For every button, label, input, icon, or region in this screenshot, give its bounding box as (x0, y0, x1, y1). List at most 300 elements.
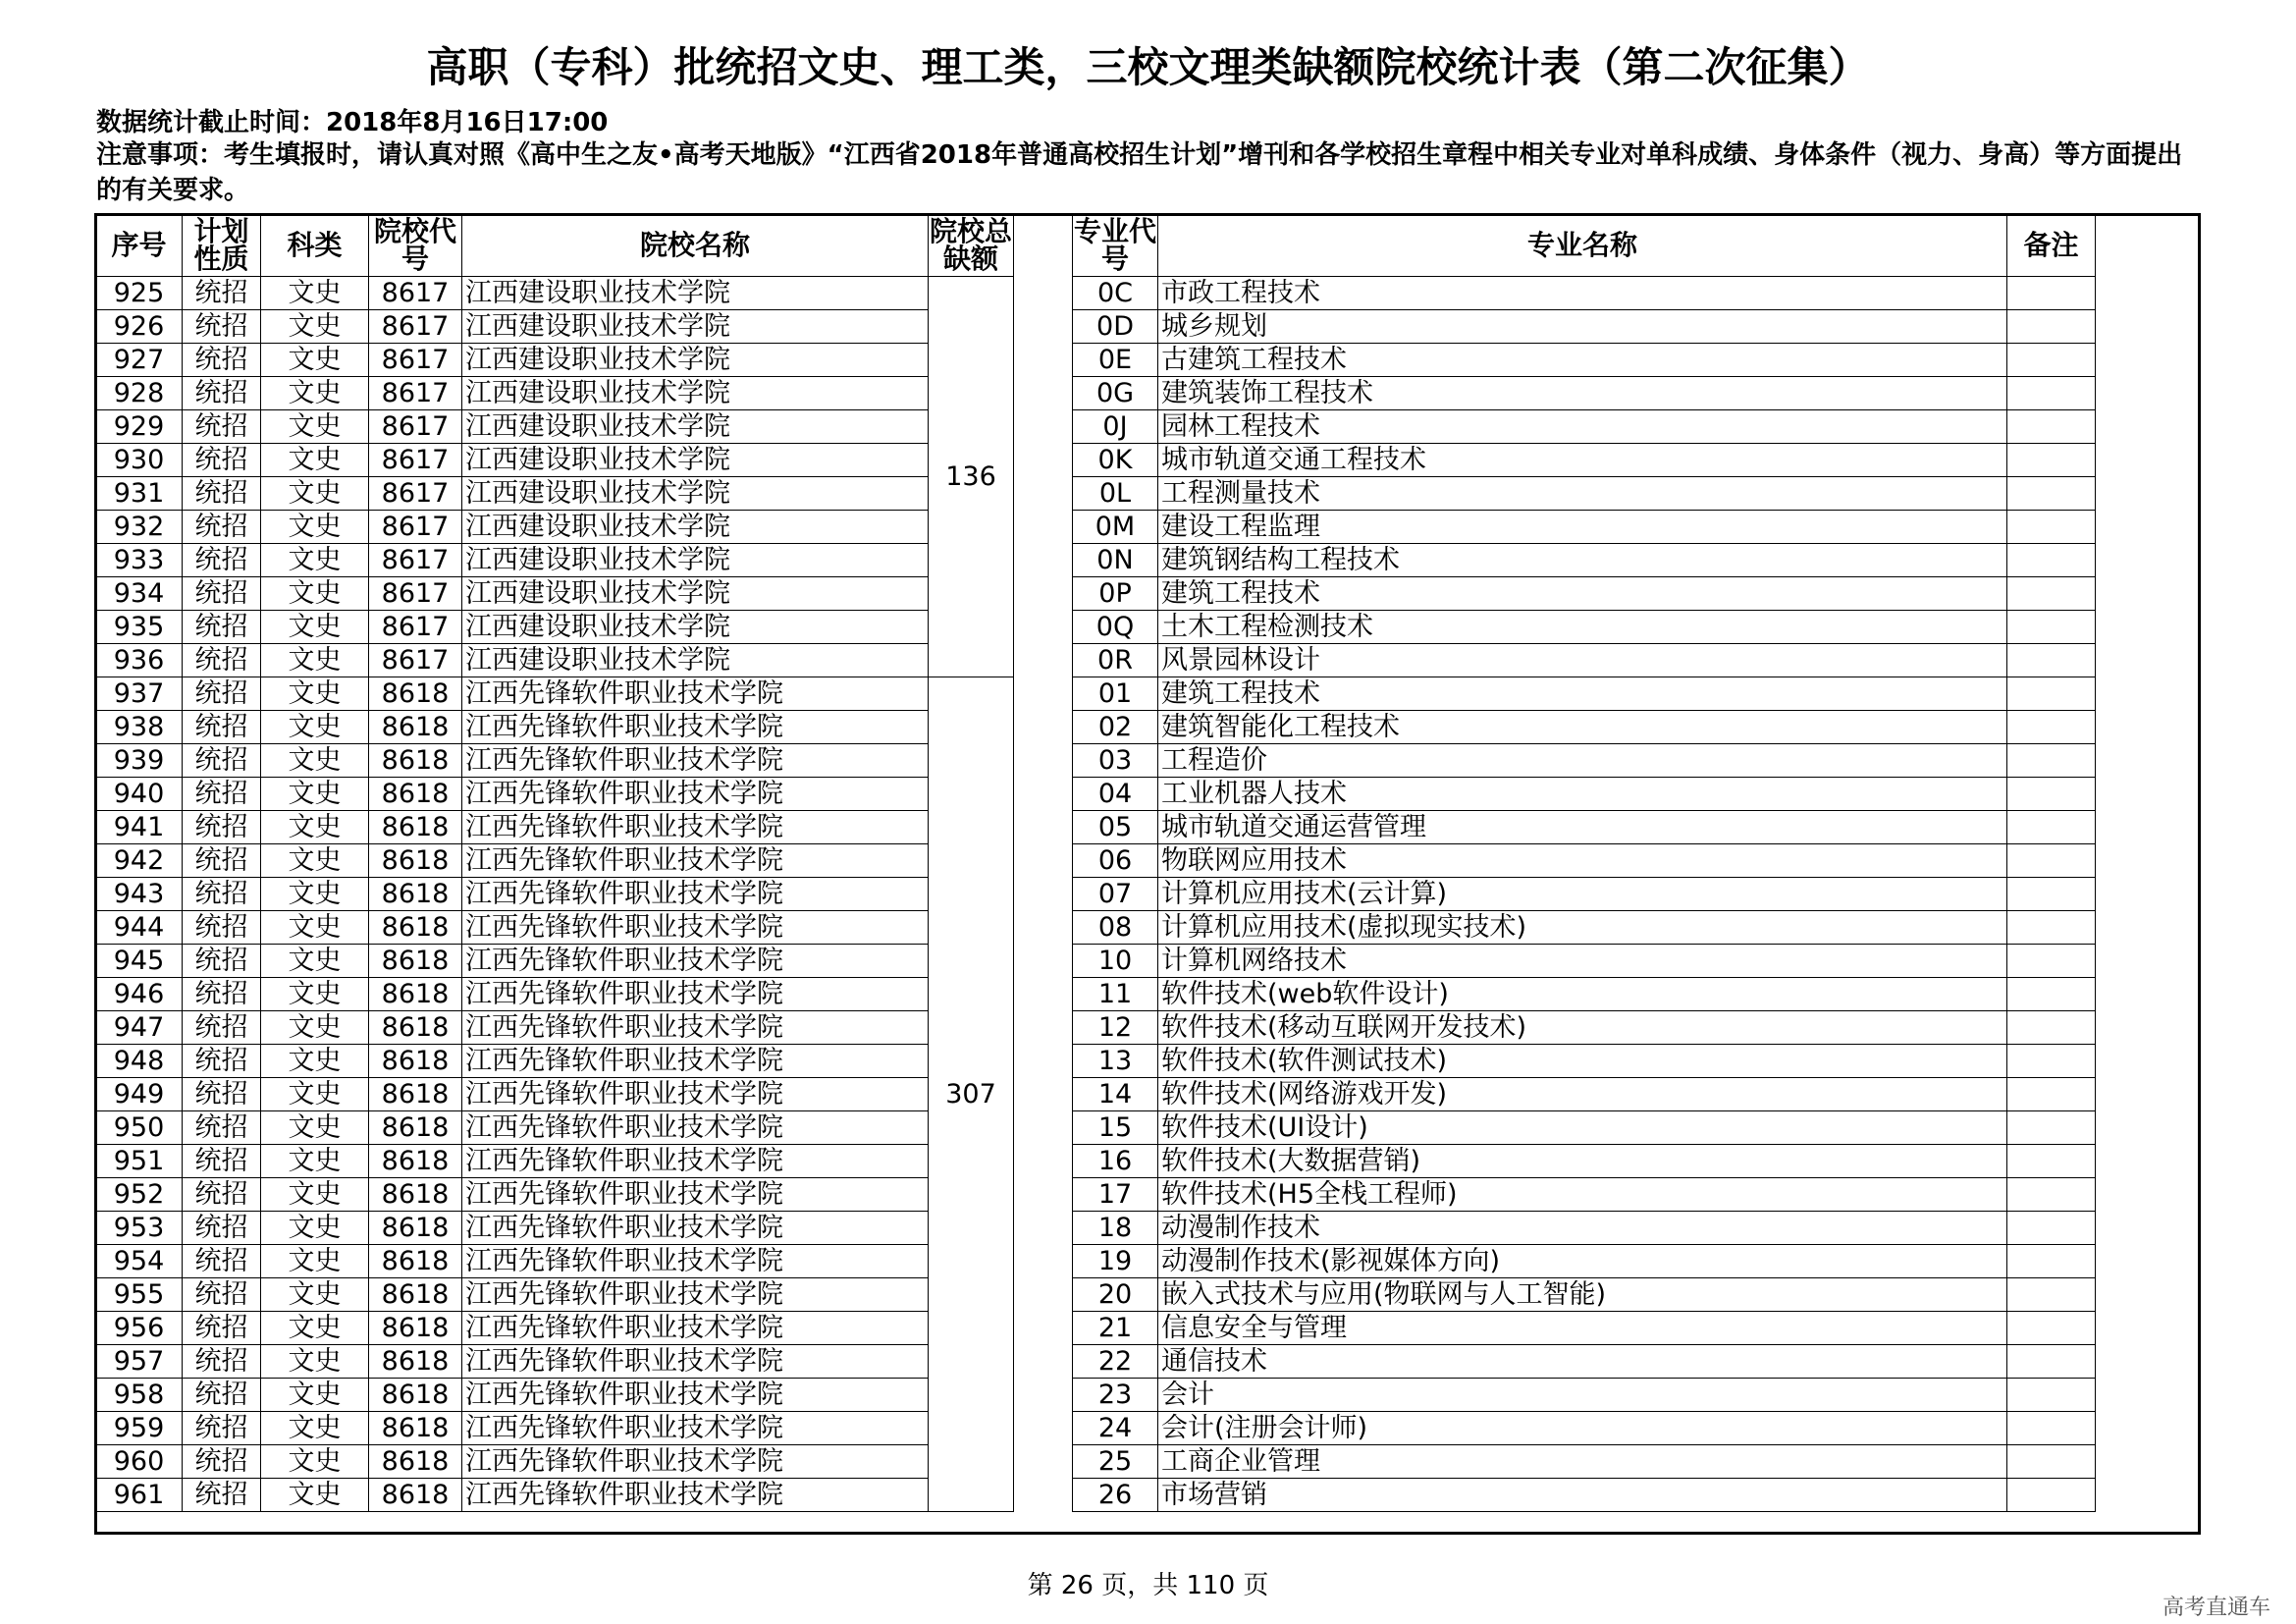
cell-major-code: 0D (1073, 310, 1158, 344)
col-category: 科类 (261, 215, 369, 277)
cell-plan: 统招 (183, 1212, 261, 1245)
table-row (96, 744, 2096, 778)
cell-gap (1014, 277, 1073, 677)
cell-remark (2007, 1145, 2096, 1178)
cell-school-code: 8618 (369, 878, 462, 911)
vacancy-table (95, 214, 2096, 1512)
cell-major-name: 软件技术(网络游戏开发) (1158, 1078, 2007, 1111)
cell-school-code: 8618 (369, 945, 462, 978)
cell-major-code: 18 (1073, 1212, 1158, 1245)
cell-seq: 947 (96, 1011, 183, 1045)
cell-major-code: 15 (1073, 1111, 1158, 1145)
table-row (96, 511, 2096, 544)
col-major-code: 专业代号 (1073, 215, 1156, 275)
cell-category: 文史 (261, 310, 369, 344)
cell-school-name: 江西建设职业技术学院 (462, 644, 929, 677)
cell-category: 文史 (261, 1178, 369, 1212)
table-row (96, 711, 2096, 744)
cell-seq: 932 (96, 511, 183, 544)
page-number: 第 26 页，共 110 页 (1027, 1571, 1269, 1600)
cell-major-name: 计算机应用技术(虚拟现实技术) (1158, 911, 2007, 945)
cell-major-name: 建筑智能化工程技术 (1158, 711, 2007, 744)
cell-school-code: 8618 (369, 744, 462, 778)
cell-plan: 统招 (183, 277, 261, 310)
watermark: 高考直通车 (2162, 1596, 2270, 1620)
cell-remark (2007, 1178, 2096, 1212)
cell-remark (2007, 1312, 2096, 1345)
cell-category: 文史 (261, 878, 369, 911)
cell-category: 文史 (261, 945, 369, 978)
cell-plan: 统招 (183, 444, 261, 477)
cell-remark (2007, 778, 2096, 811)
table-row (96, 410, 2096, 444)
cell-remark (2007, 1245, 2096, 1278)
cell-seq: 950 (96, 1111, 183, 1145)
cell-major-code: 19 (1073, 1245, 1158, 1278)
table-row (96, 611, 2096, 644)
cell-school-code: 8618 (369, 1212, 462, 1245)
cell-plan: 统招 (183, 577, 261, 611)
cell-major-name: 建设工程监理 (1158, 511, 2007, 544)
cell-school-code: 8618 (369, 1278, 462, 1312)
cell-major-code: 11 (1073, 978, 1158, 1011)
cell-major-code: 03 (1073, 744, 1158, 778)
cell-category: 文史 (261, 644, 369, 677)
cell-seq: 941 (96, 811, 183, 844)
table-row (96, 1178, 2096, 1212)
cell-major-name: 物联网应用技术 (1158, 844, 2007, 878)
cell-category: 文史 (261, 511, 369, 544)
cell-category: 文史 (261, 1345, 369, 1379)
cell-remark (2007, 711, 2096, 744)
cell-school-code: 8617 (369, 377, 462, 410)
cell-school-name: 江西先锋软件职业技术学院 (462, 978, 929, 1011)
cell-major-code: 25 (1073, 1445, 1158, 1479)
cell-seq: 934 (96, 577, 183, 611)
cell-school-name: 江西建设职业技术学院 (462, 577, 929, 611)
cell-school-name: 江西先锋软件职业技术学院 (462, 1212, 929, 1245)
cell-school-code: 8618 (369, 1145, 462, 1178)
cell-major-name: 工程测量技术 (1158, 477, 2007, 511)
cell-major-code: 14 (1073, 1078, 1158, 1111)
cell-major-code: 0J (1073, 410, 1158, 444)
table-row (96, 1111, 2096, 1145)
cell-major-name: 土木工程检测技术 (1158, 611, 2007, 644)
cell-major-name: 动漫制作技术 (1158, 1212, 2007, 1245)
cell-school-name: 江西先锋软件职业技术学院 (462, 1011, 929, 1045)
cell-remark (2007, 1379, 2096, 1412)
cell-school-name: 江西先锋软件职业技术学院 (462, 1379, 929, 1412)
cell-major-code: 26 (1073, 1479, 1158, 1512)
cell-major-name: 市政工程技术 (1158, 277, 2007, 310)
cell-school-name: 江西先锋软件职业技术学院 (462, 1312, 929, 1345)
cell-major-name: 建筑工程技术 (1158, 577, 2007, 611)
cell-major-name: 软件技术(web软件设计) (1158, 978, 2007, 1011)
cell-school-code: 8617 (369, 511, 462, 544)
cell-remark (2007, 844, 2096, 878)
cell-seq: 955 (96, 1278, 183, 1312)
cell-school-code: 8618 (369, 1078, 462, 1111)
cell-major-name: 嵌入式技术与应用(物联网与人工智能) (1158, 1278, 2007, 1312)
cell-major-code: 0Q (1073, 611, 1158, 644)
cell-major-code: 12 (1073, 1011, 1158, 1045)
cell-remark (2007, 677, 2096, 711)
cell-remark (2007, 1078, 2096, 1111)
cell-school-name: 江西先锋软件职业技术学院 (462, 945, 929, 978)
cell-school-code: 8618 (369, 911, 462, 945)
cell-major-name: 古建筑工程技术 (1158, 344, 2007, 377)
cell-school-code: 8618 (369, 1111, 462, 1145)
cell-seq: 928 (96, 377, 183, 410)
table-row (96, 945, 2096, 978)
cell-category: 文史 (261, 711, 369, 744)
cell-plan: 统招 (183, 611, 261, 644)
cell-major-name: 软件技术(H5全栈工程师) (1158, 1178, 2007, 1212)
cell-seq: 954 (96, 1245, 183, 1278)
cell-category: 文史 (261, 277, 369, 310)
cell-major-code: 0R (1073, 644, 1158, 677)
cell-plan: 统招 (183, 410, 261, 444)
cell-category: 文史 (261, 1078, 369, 1111)
table-row (96, 1045, 2096, 1078)
cell-remark (2007, 1445, 2096, 1479)
cell-plan: 统招 (183, 1078, 261, 1111)
cell-seq: 951 (96, 1145, 183, 1178)
cell-major-code: 0L (1073, 477, 1158, 511)
cell-plan: 统招 (183, 644, 261, 677)
cell-major-code: 0K (1073, 444, 1158, 477)
cell-remark (2007, 310, 2096, 344)
col-plan: 计划性质 (183, 215, 261, 277)
table-row (96, 577, 2096, 611)
cell-seq: 927 (96, 344, 183, 377)
cell-school-code: 8617 (369, 310, 462, 344)
cell-school-name: 江西先锋软件职业技术学院 (462, 677, 929, 711)
table-row (96, 1379, 2096, 1412)
cell-school-name: 江西先锋软件职业技术学院 (462, 1145, 929, 1178)
cell-school-code: 8618 (369, 1479, 462, 1512)
cell-plan: 统招 (183, 1345, 261, 1379)
cell-plan: 统招 (183, 344, 261, 377)
table-row (96, 1145, 2096, 1178)
col-school-code: 院校代号 (369, 215, 462, 277)
cell-category: 文史 (261, 1379, 369, 1412)
cell-seq: 957 (96, 1345, 183, 1379)
cell-school-code: 8618 (369, 778, 462, 811)
cell-category: 文史 (261, 544, 369, 577)
cell-school-name: 江西先锋软件职业技术学院 (462, 911, 929, 945)
cell-remark (2007, 1278, 2096, 1312)
col-gap (1014, 215, 1073, 277)
cell-major-name: 建筑钢结构工程技术 (1158, 544, 2007, 577)
cell-school-name: 江西建设职业技术学院 (462, 511, 929, 544)
table-header-row (96, 215, 2096, 277)
col-total-vacancy: 院校总缺额 (929, 215, 1012, 275)
cell-school-name: 江西先锋软件职业技术学院 (462, 1178, 929, 1212)
cell-category: 文史 (261, 611, 369, 644)
notice-text: 注意事项：考生填报时，请认真对照《高中生之友•高考天地版》“江西省2018年普通高校招生计划”增刊和各学校招生章程中相关专业对单科成绩、身体条件（视力、身高）等方面提出的有关要求。 (96, 140, 2183, 205)
table-row (96, 1479, 2096, 1512)
cell-school-code: 8617 (369, 410, 462, 444)
cell-major-name: 软件技术(移动互联网开发技术) (1158, 1011, 2007, 1045)
cell-category: 文史 (261, 844, 369, 878)
cell-major-code: 06 (1073, 844, 1158, 878)
cell-remark (2007, 878, 2096, 911)
cell-major-code: 10 (1073, 945, 1158, 978)
cell-school-name: 江西先锋软件职业技术学院 (462, 844, 929, 878)
cell-total-vacancy: 136 (929, 277, 1014, 677)
cell-category: 文史 (261, 410, 369, 444)
table-row (96, 844, 2096, 878)
cell-seq: 933 (96, 544, 183, 577)
table-row (96, 444, 2096, 477)
cell-seq: 942 (96, 844, 183, 878)
cell-plan: 统招 (183, 377, 261, 410)
cell-school-name: 江西建设职业技术学院 (462, 477, 929, 511)
cell-school-name: 江西先锋软件职业技术学院 (462, 878, 929, 911)
cell-school-code: 8618 (369, 1345, 462, 1379)
cell-remark (2007, 1111, 2096, 1145)
cell-major-code: 02 (1073, 711, 1158, 744)
cell-plan: 统招 (183, 1245, 261, 1278)
cell-plan: 统招 (183, 1412, 261, 1445)
cell-seq: 948 (96, 1045, 183, 1078)
cell-school-code: 8618 (369, 1245, 462, 1278)
cell-school-name: 江西先锋软件职业技术学院 (462, 1345, 929, 1379)
cell-category: 文史 (261, 377, 369, 410)
cell-major-code: 24 (1073, 1412, 1158, 1445)
table-row (96, 1345, 2096, 1379)
cell-category: 文史 (261, 1011, 369, 1045)
cell-seq: 960 (96, 1445, 183, 1479)
cell-plan: 统招 (183, 811, 261, 844)
cell-school-code: 8618 (369, 1011, 462, 1045)
table-row (96, 878, 2096, 911)
cell-school-code: 8618 (369, 1312, 462, 1345)
cell-major-code: 23 (1073, 1379, 1158, 1412)
col-major-name: 专业名称 (1158, 215, 2007, 277)
cell-remark (2007, 377, 2096, 410)
cell-major-code: 0P (1073, 577, 1158, 611)
cell-remark (2007, 1412, 2096, 1445)
cell-major-code: 21 (1073, 1312, 1158, 1345)
cell-major-name: 软件技术(软件测试技术) (1158, 1045, 2007, 1078)
cell-category: 文史 (261, 1278, 369, 1312)
cell-school-code: 8617 (369, 611, 462, 644)
cell-major-code: 20 (1073, 1278, 1158, 1312)
cell-school-name: 江西先锋软件职业技术学院 (462, 1278, 929, 1312)
table-row (96, 544, 2096, 577)
cell-major-name: 城市轨道交通运营管理 (1158, 811, 2007, 844)
cell-plan: 统招 (183, 1045, 261, 1078)
cell-category: 文史 (261, 778, 369, 811)
page-title: 高职（专科）批统招文史、理工类，三校文理类缺额院校统计表（第二次征集） (426, 43, 1870, 91)
col-school-name: 院校名称 (462, 215, 929, 277)
table-row (96, 1412, 2096, 1445)
cell-category: 文史 (261, 911, 369, 945)
cell-major-name: 工程造价 (1158, 744, 2007, 778)
cell-seq: 961 (96, 1479, 183, 1512)
cell-major-name: 建筑工程技术 (1158, 677, 2007, 711)
table-row (96, 310, 2096, 344)
cell-major-code: 0G (1073, 377, 1158, 410)
cell-school-code: 8617 (369, 544, 462, 577)
cell-remark (2007, 344, 2096, 377)
cell-category: 文史 (261, 1045, 369, 1078)
cell-plan: 统招 (183, 744, 261, 778)
cell-remark (2007, 511, 2096, 544)
cell-major-name: 通信技术 (1158, 1345, 2007, 1379)
cell-remark (2007, 477, 2096, 511)
cell-seq: 930 (96, 444, 183, 477)
cell-seq: 925 (96, 277, 183, 310)
cell-major-code: 04 (1073, 778, 1158, 811)
cell-school-code: 8618 (369, 1445, 462, 1479)
cell-remark (2007, 277, 2096, 310)
table-row (96, 1245, 2096, 1278)
cell-school-code: 8618 (369, 1178, 462, 1212)
cell-plan: 统招 (183, 978, 261, 1011)
cell-seq: 940 (96, 778, 183, 811)
cell-school-name: 江西建设职业技术学院 (462, 410, 929, 444)
cell-plan: 统招 (183, 1445, 261, 1479)
cell-category: 文史 (261, 1412, 369, 1445)
cell-school-name: 江西建设职业技术学院 (462, 611, 929, 644)
cell-major-code: 13 (1073, 1045, 1158, 1078)
cell-school-code: 8617 (369, 277, 462, 310)
cell-major-name: 信息安全与管理 (1158, 1312, 2007, 1345)
cell-category: 文史 (261, 677, 369, 711)
cell-major-code: 05 (1073, 811, 1158, 844)
cell-school-code: 8618 (369, 978, 462, 1011)
cell-school-code: 8617 (369, 644, 462, 677)
cell-remark (2007, 611, 2096, 644)
cell-major-code: 0M (1073, 511, 1158, 544)
cell-category: 文史 (261, 477, 369, 511)
cell-major-name: 市场营销 (1158, 1479, 2007, 1512)
cell-school-name: 江西先锋软件职业技术学院 (462, 778, 929, 811)
cell-plan: 统招 (183, 1278, 261, 1312)
cell-seq: 944 (96, 911, 183, 945)
cell-major-name: 会计 (1158, 1379, 2007, 1412)
cell-remark (2007, 1479, 2096, 1512)
cell-seq: 938 (96, 711, 183, 744)
cell-category: 文史 (261, 744, 369, 778)
cell-plan: 统招 (183, 310, 261, 344)
cell-remark (2007, 911, 2096, 945)
cell-school-name: 江西先锋软件职业技术学院 (462, 711, 929, 744)
cell-total-vacancy: 307 (929, 677, 1014, 1512)
table-row (96, 344, 2096, 377)
table-row (96, 1278, 2096, 1312)
cell-category: 文史 (261, 978, 369, 1011)
cell-school-name: 江西先锋软件职业技术学院 (462, 744, 929, 778)
cell-school-name: 江西先锋软件职业技术学院 (462, 1111, 929, 1145)
table-row (96, 811, 2096, 844)
table-row (96, 477, 2096, 511)
cell-major-code: 16 (1073, 1145, 1158, 1178)
cell-remark (2007, 1011, 2096, 1045)
cell-remark (2007, 577, 2096, 611)
col-seq: 序号 (96, 215, 183, 277)
cell-plan: 统招 (183, 778, 261, 811)
cell-category: 文史 (261, 1212, 369, 1245)
cell-major-name: 城市轨道交通工程技术 (1158, 444, 2007, 477)
cell-category: 文史 (261, 1111, 369, 1145)
cell-remark (2007, 744, 2096, 778)
cell-school-name: 江西先锋软件职业技术学院 (462, 1445, 929, 1479)
table-row (96, 1078, 2096, 1111)
cell-school-name: 江西先锋软件职业技术学院 (462, 1078, 929, 1111)
cell-plan: 统招 (183, 677, 261, 711)
cell-seq: 931 (96, 477, 183, 511)
cell-major-code: 22 (1073, 1345, 1158, 1379)
cell-seq: 953 (96, 1212, 183, 1245)
cell-seq: 945 (96, 945, 183, 978)
cell-plan: 统招 (183, 1145, 261, 1178)
cell-major-name: 工业机器人技术 (1158, 778, 2007, 811)
cell-plan: 统招 (183, 1379, 261, 1412)
cell-major-name: 软件技术(UI设计) (1158, 1111, 2007, 1145)
cell-plan: 统招 (183, 1312, 261, 1345)
cell-plan: 统招 (183, 1111, 261, 1145)
cell-major-code: 01 (1073, 677, 1158, 711)
table-row (96, 1312, 2096, 1345)
cell-major-name: 城乡规划 (1158, 310, 2007, 344)
cell-remark (2007, 811, 2096, 844)
cell-category: 文史 (261, 444, 369, 477)
cell-seq: 949 (96, 1078, 183, 1111)
cell-school-name: 江西建设职业技术学院 (462, 544, 929, 577)
cell-major-code: 07 (1073, 878, 1158, 911)
cell-seq: 929 (96, 410, 183, 444)
cell-remark (2007, 1212, 2096, 1245)
cell-school-code: 8618 (369, 711, 462, 744)
cell-remark (2007, 978, 2096, 1011)
cell-school-code: 8618 (369, 1412, 462, 1445)
table-row (96, 377, 2096, 410)
cell-plan: 统招 (183, 511, 261, 544)
cell-category: 文史 (261, 1479, 369, 1512)
cell-school-code: 8618 (369, 811, 462, 844)
cell-school-code: 8617 (369, 477, 462, 511)
cell-major-name: 会计(注册会计师) (1158, 1412, 2007, 1445)
cell-major-name: 计算机应用技术(云计算) (1158, 878, 2007, 911)
cell-category: 文史 (261, 1145, 369, 1178)
cell-school-code: 8618 (369, 677, 462, 711)
cell-major-code: 0C (1073, 277, 1158, 310)
cell-category: 文史 (261, 811, 369, 844)
cell-seq: 952 (96, 1178, 183, 1212)
cell-seq: 939 (96, 744, 183, 778)
cell-seq: 926 (96, 310, 183, 344)
table-row (96, 1011, 2096, 1045)
cell-school-name: 江西建设职业技术学院 (462, 377, 929, 410)
cell-school-code: 8618 (369, 1045, 462, 1078)
cell-remark (2007, 1345, 2096, 1379)
table-row (96, 911, 2096, 945)
cell-remark (2007, 444, 2096, 477)
cell-category: 文史 (261, 577, 369, 611)
cell-plan: 统招 (183, 844, 261, 878)
cell-plan: 统招 (183, 911, 261, 945)
cell-gap (1014, 677, 1073, 1512)
cell-school-code: 8618 (369, 844, 462, 878)
cell-major-name: 工商企业管理 (1158, 1445, 2007, 1479)
cell-major-name: 软件技术(大数据营销) (1158, 1145, 2007, 1178)
cell-major-code: 08 (1073, 911, 1158, 945)
cell-category: 文史 (261, 1312, 369, 1345)
